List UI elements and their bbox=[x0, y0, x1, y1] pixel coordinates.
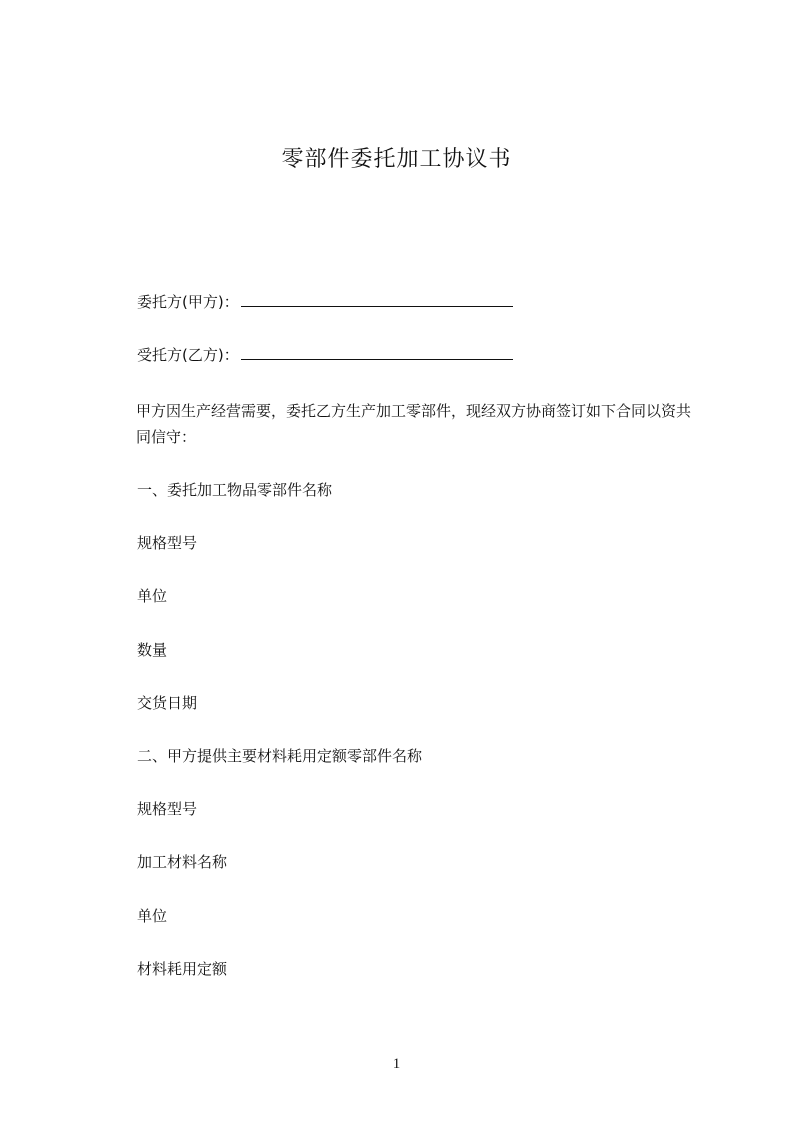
section-line: 一、委托加工物品零部件名称 bbox=[137, 481, 333, 499]
party-b-line bbox=[137, 344, 513, 365]
section-line: 数量 bbox=[137, 641, 168, 659]
party-b-label: 受托方(乙方)： bbox=[137, 346, 239, 364]
intro-paragraph bbox=[104, 398, 704, 450]
party-b-blank[interactable] bbox=[241, 344, 513, 360]
section-line: 规格型号 bbox=[137, 800, 198, 818]
party-a-line bbox=[137, 291, 513, 312]
section-line: 加工材料名称 bbox=[137, 853, 228, 871]
section-line: 单位 bbox=[137, 587, 168, 605]
party-a-blank[interactable] bbox=[241, 291, 513, 307]
document-title: 零部件委托加工协议书 bbox=[281, 147, 512, 172]
intro-text: 甲方因生产经营需要，委托乙方生产加工零部件，现经双方协商签订如下合同以资共同信守： bbox=[136, 402, 692, 446]
section-line: 单位 bbox=[137, 907, 168, 925]
party-a-label: 委托方(甲方)： bbox=[137, 293, 239, 311]
section-line: 规格型号 bbox=[137, 534, 198, 552]
section-line: 二、甲方提供主要材料耗用定额零部件名称 bbox=[137, 747, 423, 765]
page-number: 1 bbox=[392, 1056, 401, 1072]
section-line: 交货日期 bbox=[137, 694, 198, 712]
section-line: 材料耗用定额 bbox=[137, 960, 228, 978]
